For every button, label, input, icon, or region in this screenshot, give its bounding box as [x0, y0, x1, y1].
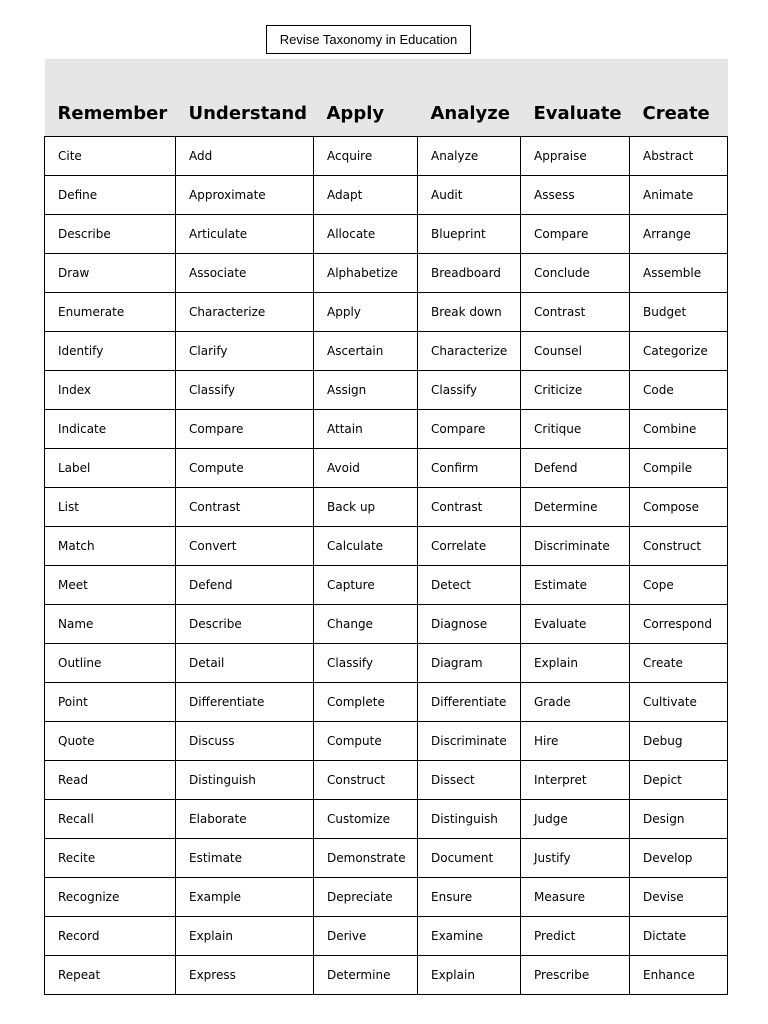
cell-apply: Alphabetize — [314, 254, 418, 293]
cell-apply: Acquire — [314, 137, 418, 176]
table-row — [45, 293, 728, 332]
column-header-create: Create — [630, 59, 728, 137]
cell-apply: Allocate — [314, 215, 418, 254]
cell-apply: Attain — [314, 410, 418, 449]
cell-create: Design — [630, 800, 728, 839]
cell-apply: Compute — [314, 722, 418, 761]
cell-remember: Repeat — [45, 956, 176, 995]
cell-analyze: Diagnose — [418, 605, 521, 644]
document-title: Revise Taxonomy in Education — [266, 25, 471, 54]
cell-apply: Apply — [314, 293, 418, 332]
cell-understand: Defend — [176, 566, 314, 605]
header-row — [45, 59, 728, 137]
cell-understand: Convert — [176, 527, 314, 566]
cell-create: Debug — [630, 722, 728, 761]
cell-create: Depict — [630, 761, 728, 800]
cell-remember: Outline — [45, 644, 176, 683]
cell-remember: Draw — [45, 254, 176, 293]
cell-remember: Recite — [45, 839, 176, 878]
cell-create: Abstract — [630, 137, 728, 176]
cell-analyze: Compare — [418, 410, 521, 449]
cell-understand: Clarify — [176, 332, 314, 371]
cell-understand: Distinguish — [176, 761, 314, 800]
cell-analyze: Breadboard — [418, 254, 521, 293]
cell-apply: Depreciate — [314, 878, 418, 917]
cell-analyze: Contrast — [418, 488, 521, 527]
column-header-analyze: Analyze — [418, 59, 521, 137]
table-row — [45, 761, 728, 800]
table-row — [45, 254, 728, 293]
column-header-evaluate: Evaluate — [521, 59, 630, 137]
cell-create: Develop — [630, 839, 728, 878]
table-row — [45, 176, 728, 215]
cell-evaluate: Assess — [521, 176, 630, 215]
table-row — [45, 566, 728, 605]
cell-analyze: Confirm — [418, 449, 521, 488]
cell-create: Devise — [630, 878, 728, 917]
cell-remember: Read — [45, 761, 176, 800]
cell-evaluate: Grade — [521, 683, 630, 722]
cell-evaluate: Compare — [521, 215, 630, 254]
cell-evaluate: Predict — [521, 917, 630, 956]
cell-evaluate: Estimate — [521, 566, 630, 605]
cell-apply: Determine — [314, 956, 418, 995]
cell-analyze: Document — [418, 839, 521, 878]
cell-create: Combine — [630, 410, 728, 449]
cell-remember: Record — [45, 917, 176, 956]
table-row — [45, 449, 728, 488]
cell-understand: Example — [176, 878, 314, 917]
cell-remember: List — [45, 488, 176, 527]
cell-remember: Enumerate — [45, 293, 176, 332]
cell-apply: Classify — [314, 644, 418, 683]
cell-create: Budget — [630, 293, 728, 332]
cell-remember: Indicate — [45, 410, 176, 449]
cell-create: Compile — [630, 449, 728, 488]
cell-evaluate: Justify — [521, 839, 630, 878]
cell-evaluate: Explain — [521, 644, 630, 683]
cell-analyze: Diagram — [418, 644, 521, 683]
table-body — [45, 137, 728, 995]
cell-analyze: Discriminate — [418, 722, 521, 761]
table-row — [45, 722, 728, 761]
table-row — [45, 215, 728, 254]
cell-analyze: Break down — [418, 293, 521, 332]
cell-create: Construct — [630, 527, 728, 566]
cell-create: Animate — [630, 176, 728, 215]
cell-evaluate: Conclude — [521, 254, 630, 293]
cell-evaluate: Contrast — [521, 293, 630, 332]
cell-analyze: Dissect — [418, 761, 521, 800]
cell-understand: Articulate — [176, 215, 314, 254]
cell-remember: Identify — [45, 332, 176, 371]
cell-remember: Describe — [45, 215, 176, 254]
cell-understand: Add — [176, 137, 314, 176]
cell-remember: Index — [45, 371, 176, 410]
table-row — [45, 683, 728, 722]
cell-understand: Associate — [176, 254, 314, 293]
cell-remember: Name — [45, 605, 176, 644]
cell-evaluate: Appraise — [521, 137, 630, 176]
cell-remember: Recognize — [45, 878, 176, 917]
table-row — [45, 917, 728, 956]
table-row — [45, 137, 728, 176]
cell-remember: Quote — [45, 722, 176, 761]
cell-understand: Classify — [176, 371, 314, 410]
cell-analyze: Distinguish — [418, 800, 521, 839]
cell-understand: Compare — [176, 410, 314, 449]
cell-analyze: Blueprint — [418, 215, 521, 254]
cell-remember: Cite — [45, 137, 176, 176]
table-row — [45, 371, 728, 410]
cell-apply: Assign — [314, 371, 418, 410]
cell-analyze: Audit — [418, 176, 521, 215]
cell-apply: Change — [314, 605, 418, 644]
column-header-understand: Understand — [176, 59, 314, 137]
table-row — [45, 956, 728, 995]
cell-understand: Approximate — [176, 176, 314, 215]
cell-evaluate: Defend — [521, 449, 630, 488]
cell-analyze: Examine — [418, 917, 521, 956]
table-row — [45, 605, 728, 644]
cell-apply: Adapt — [314, 176, 418, 215]
cell-evaluate: Discriminate — [521, 527, 630, 566]
cell-apply: Avoid — [314, 449, 418, 488]
cell-remember: Label — [45, 449, 176, 488]
cell-create: Code — [630, 371, 728, 410]
cell-understand: Contrast — [176, 488, 314, 527]
cell-analyze: Explain — [418, 956, 521, 995]
taxonomy-table — [44, 59, 728, 995]
cell-understand: Detail — [176, 644, 314, 683]
cell-create: Create — [630, 644, 728, 683]
column-header-apply: Apply — [314, 59, 418, 137]
table-row — [45, 839, 728, 878]
cell-apply: Construct — [314, 761, 418, 800]
cell-create: Categorize — [630, 332, 728, 371]
cell-evaluate: Evaluate — [521, 605, 630, 644]
cell-understand: Describe — [176, 605, 314, 644]
cell-evaluate: Counsel — [521, 332, 630, 371]
table-row — [45, 488, 728, 527]
cell-understand: Characterize — [176, 293, 314, 332]
table-row — [45, 800, 728, 839]
cell-evaluate: Measure — [521, 878, 630, 917]
cell-understand: Express — [176, 956, 314, 995]
cell-remember: Match — [45, 527, 176, 566]
cell-create: Enhance — [630, 956, 728, 995]
cell-evaluate: Criticize — [521, 371, 630, 410]
cell-analyze: Analyze — [418, 137, 521, 176]
cell-understand: Estimate — [176, 839, 314, 878]
cell-analyze: Correlate — [418, 527, 521, 566]
cell-remember: Meet — [45, 566, 176, 605]
cell-create: Cope — [630, 566, 728, 605]
cell-evaluate: Hire — [521, 722, 630, 761]
cell-understand: Differentiate — [176, 683, 314, 722]
cell-analyze: Ensure — [418, 878, 521, 917]
cell-apply: Back up — [314, 488, 418, 527]
cell-analyze: Differentiate — [418, 683, 521, 722]
cell-evaluate: Prescribe — [521, 956, 630, 995]
cell-create: Dictate — [630, 917, 728, 956]
cell-understand: Compute — [176, 449, 314, 488]
table-row — [45, 410, 728, 449]
cell-analyze: Characterize — [418, 332, 521, 371]
cell-apply: Ascertain — [314, 332, 418, 371]
cell-apply: Complete — [314, 683, 418, 722]
cell-apply: Derive — [314, 917, 418, 956]
table-row — [45, 878, 728, 917]
cell-understand: Elaborate — [176, 800, 314, 839]
table-row — [45, 332, 728, 371]
cell-evaluate: Judge — [521, 800, 630, 839]
cell-understand: Explain — [176, 917, 314, 956]
cell-analyze: Detect — [418, 566, 521, 605]
cell-understand: Discuss — [176, 722, 314, 761]
column-header-remember: Remember — [45, 59, 176, 137]
cell-create: Cultivate — [630, 683, 728, 722]
cell-create: Compose — [630, 488, 728, 527]
cell-evaluate: Interpret — [521, 761, 630, 800]
cell-apply: Capture — [314, 566, 418, 605]
cell-create: Arrange — [630, 215, 728, 254]
table-row — [45, 644, 728, 683]
cell-evaluate: Determine — [521, 488, 630, 527]
cell-remember: Point — [45, 683, 176, 722]
cell-remember: Define — [45, 176, 176, 215]
cell-create: Assemble — [630, 254, 728, 293]
cell-remember: Recall — [45, 800, 176, 839]
cell-create: Correspond — [630, 605, 728, 644]
cell-apply: Calculate — [314, 527, 418, 566]
cell-apply: Demonstrate — [314, 839, 418, 878]
cell-analyze: Classify — [418, 371, 521, 410]
cell-evaluate: Critique — [521, 410, 630, 449]
cell-apply: Customize — [314, 800, 418, 839]
table-row — [45, 527, 728, 566]
